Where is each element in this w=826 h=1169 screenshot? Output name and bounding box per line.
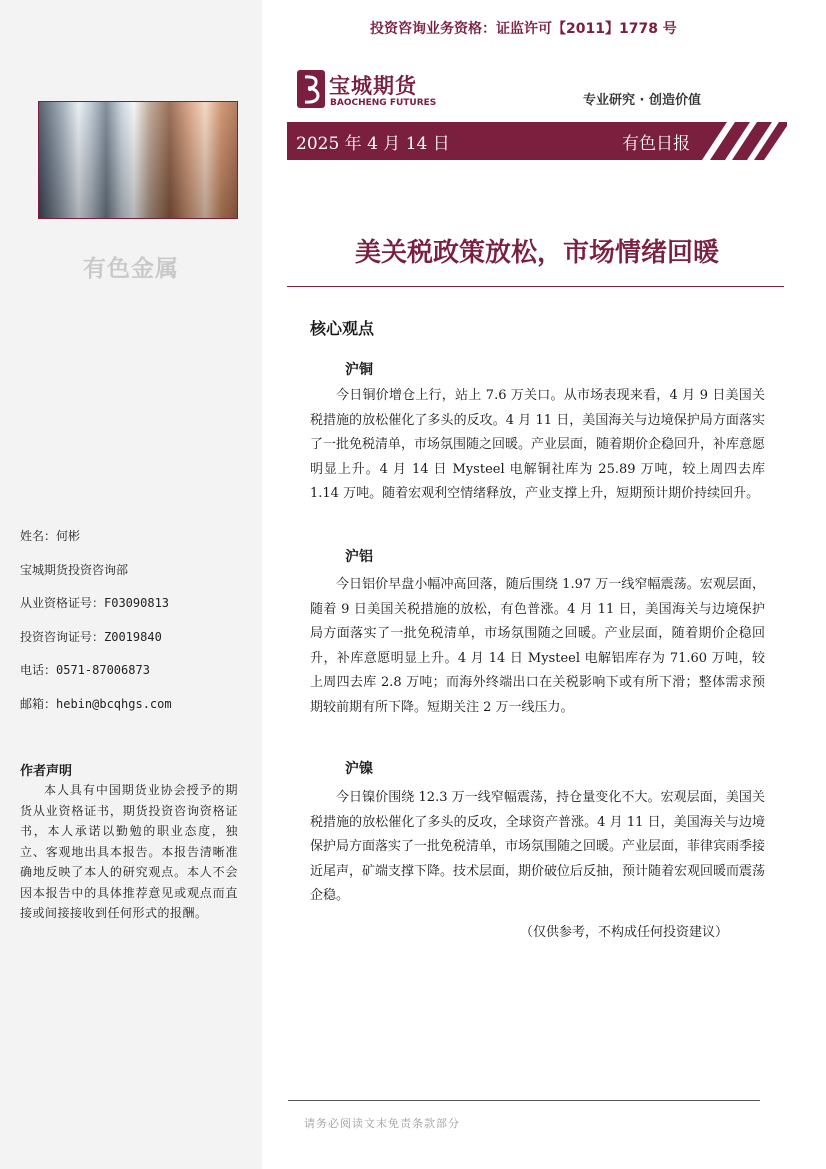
author-department: 宝城期货投资咨询部 <box>20 562 129 577</box>
slogan: 专业研究 · 创造价值 <box>583 93 701 108</box>
section-text-nickel: 今日镍价围绕 12.3 万一线窄幅震荡，持仓量变化不大。宏观层面，美国关税措施的放松催化了多头的反攻，全球资产普涨。4 月 11 日，美国海关与边境保护局方面落实了一批免税清单，市场氛围随之回暖。产业层面，菲律宾雨季接近尾声，矿端支撑下降。技术层面，期价破位后反抽，预计随着宏观回暖而震荡企稳。 <box>310 790 766 903</box>
license-text: 投资咨询业务资格：证监许可【2011】1778 号 <box>370 21 677 37</box>
logo-text: 宝城期货 <box>329 74 417 98</box>
author-name: 姓名：何彬 <box>20 529 81 543</box>
author-license: 从业资格证号：F03090813 <box>20 596 170 610</box>
author-phone: 电话：0571-87006873 <box>20 663 150 677</box>
declaration-text: 本人具有中国期货业协会授予的期货从业资格证书，期货投资咨询资格证书，本人承诺以勤勉的职业态度，独立、客观地出具本报告。本报告清晰准确地反映了本人的研究观点。本人不会因本报告中的具体推荐意见或观点而直接或间接接收到任何形式的报酬。 <box>20 783 238 920</box>
disclaimer-note: （仅供参考，不构成任何投资建议） <box>520 925 729 940</box>
section-text-copper: 今日铜价增仓上行，站上 7.6 万关口。从市场表现来看，4 月 9 日美国关税措施的放松催化了多头的反攻。4 月 11 日，美国海关与边境保护局方面落实了一批免税清单，市场氛围随之回暖。产业层面，随着期价企稳回升，补库意愿明显上升。4 月 14 日 Mysteel 电解铜社库为 25.89 万吨，较上周四去库 1.14 万吨。随着宏观利空情绪释放，产业支撑上升，短期预计期价持续回升。 <box>310 388 766 501</box>
page-title: 美关税政策放松，市场情绪回暖 <box>354 238 719 268</box>
section-title-aluminum: 沪铝 <box>345 549 373 565</box>
title-divider <box>287 286 784 287</box>
author-email: 邮箱：hebin@bcqhgs.com <box>20 696 172 711</box>
report-type: 有色日报 <box>622 134 690 154</box>
section-text-aluminum: 今日铝价早盘小幅冲高回落，随后围绕 1.97 万一线窄幅震荡。宏观层面，随着 9 日美国关税措施的放松，有色普涨。4 月 11 日，美国海关与边境保护局方面落实了一批免税清单，市场氛围随之回暖。产业层面，随着期价企稳回升，补库意愿明显上升。4 月 14 日 Mysteel 电解铝库存为 71.60 万吨，较上周四去库 2.8 万吨；而海外终端出口在关税影响下或有所下滑；整体需求预期较前期有所下降。短期关注 2 万一线压力。 <box>310 577 765 715</box>
section-title-nickel: 沪镍 <box>345 761 373 777</box>
logo-mark-icon <box>297 70 325 108</box>
footer-divider <box>288 1100 760 1101</box>
core-view-title: 核心观点 <box>310 319 375 338</box>
sector-label: 有色金属 <box>83 256 179 282</box>
report-date: 2025 年 4 月 14 日 <box>296 134 450 154</box>
declaration-title: 作者声明 <box>20 764 73 779</box>
cover-image <box>38 101 238 219</box>
author-consult-license: 投资咨询证号：Z0019840 <box>20 629 162 644</box>
section-title-copper: 沪铜 <box>345 362 373 378</box>
footer-text: 请务必阅读文末免责条款部分 <box>304 1117 460 1130</box>
sidebar <box>0 0 262 1169</box>
author-info <box>20 527 250 728</box>
logo-text-en: BAOCHENG FUTURES <box>330 98 437 108</box>
